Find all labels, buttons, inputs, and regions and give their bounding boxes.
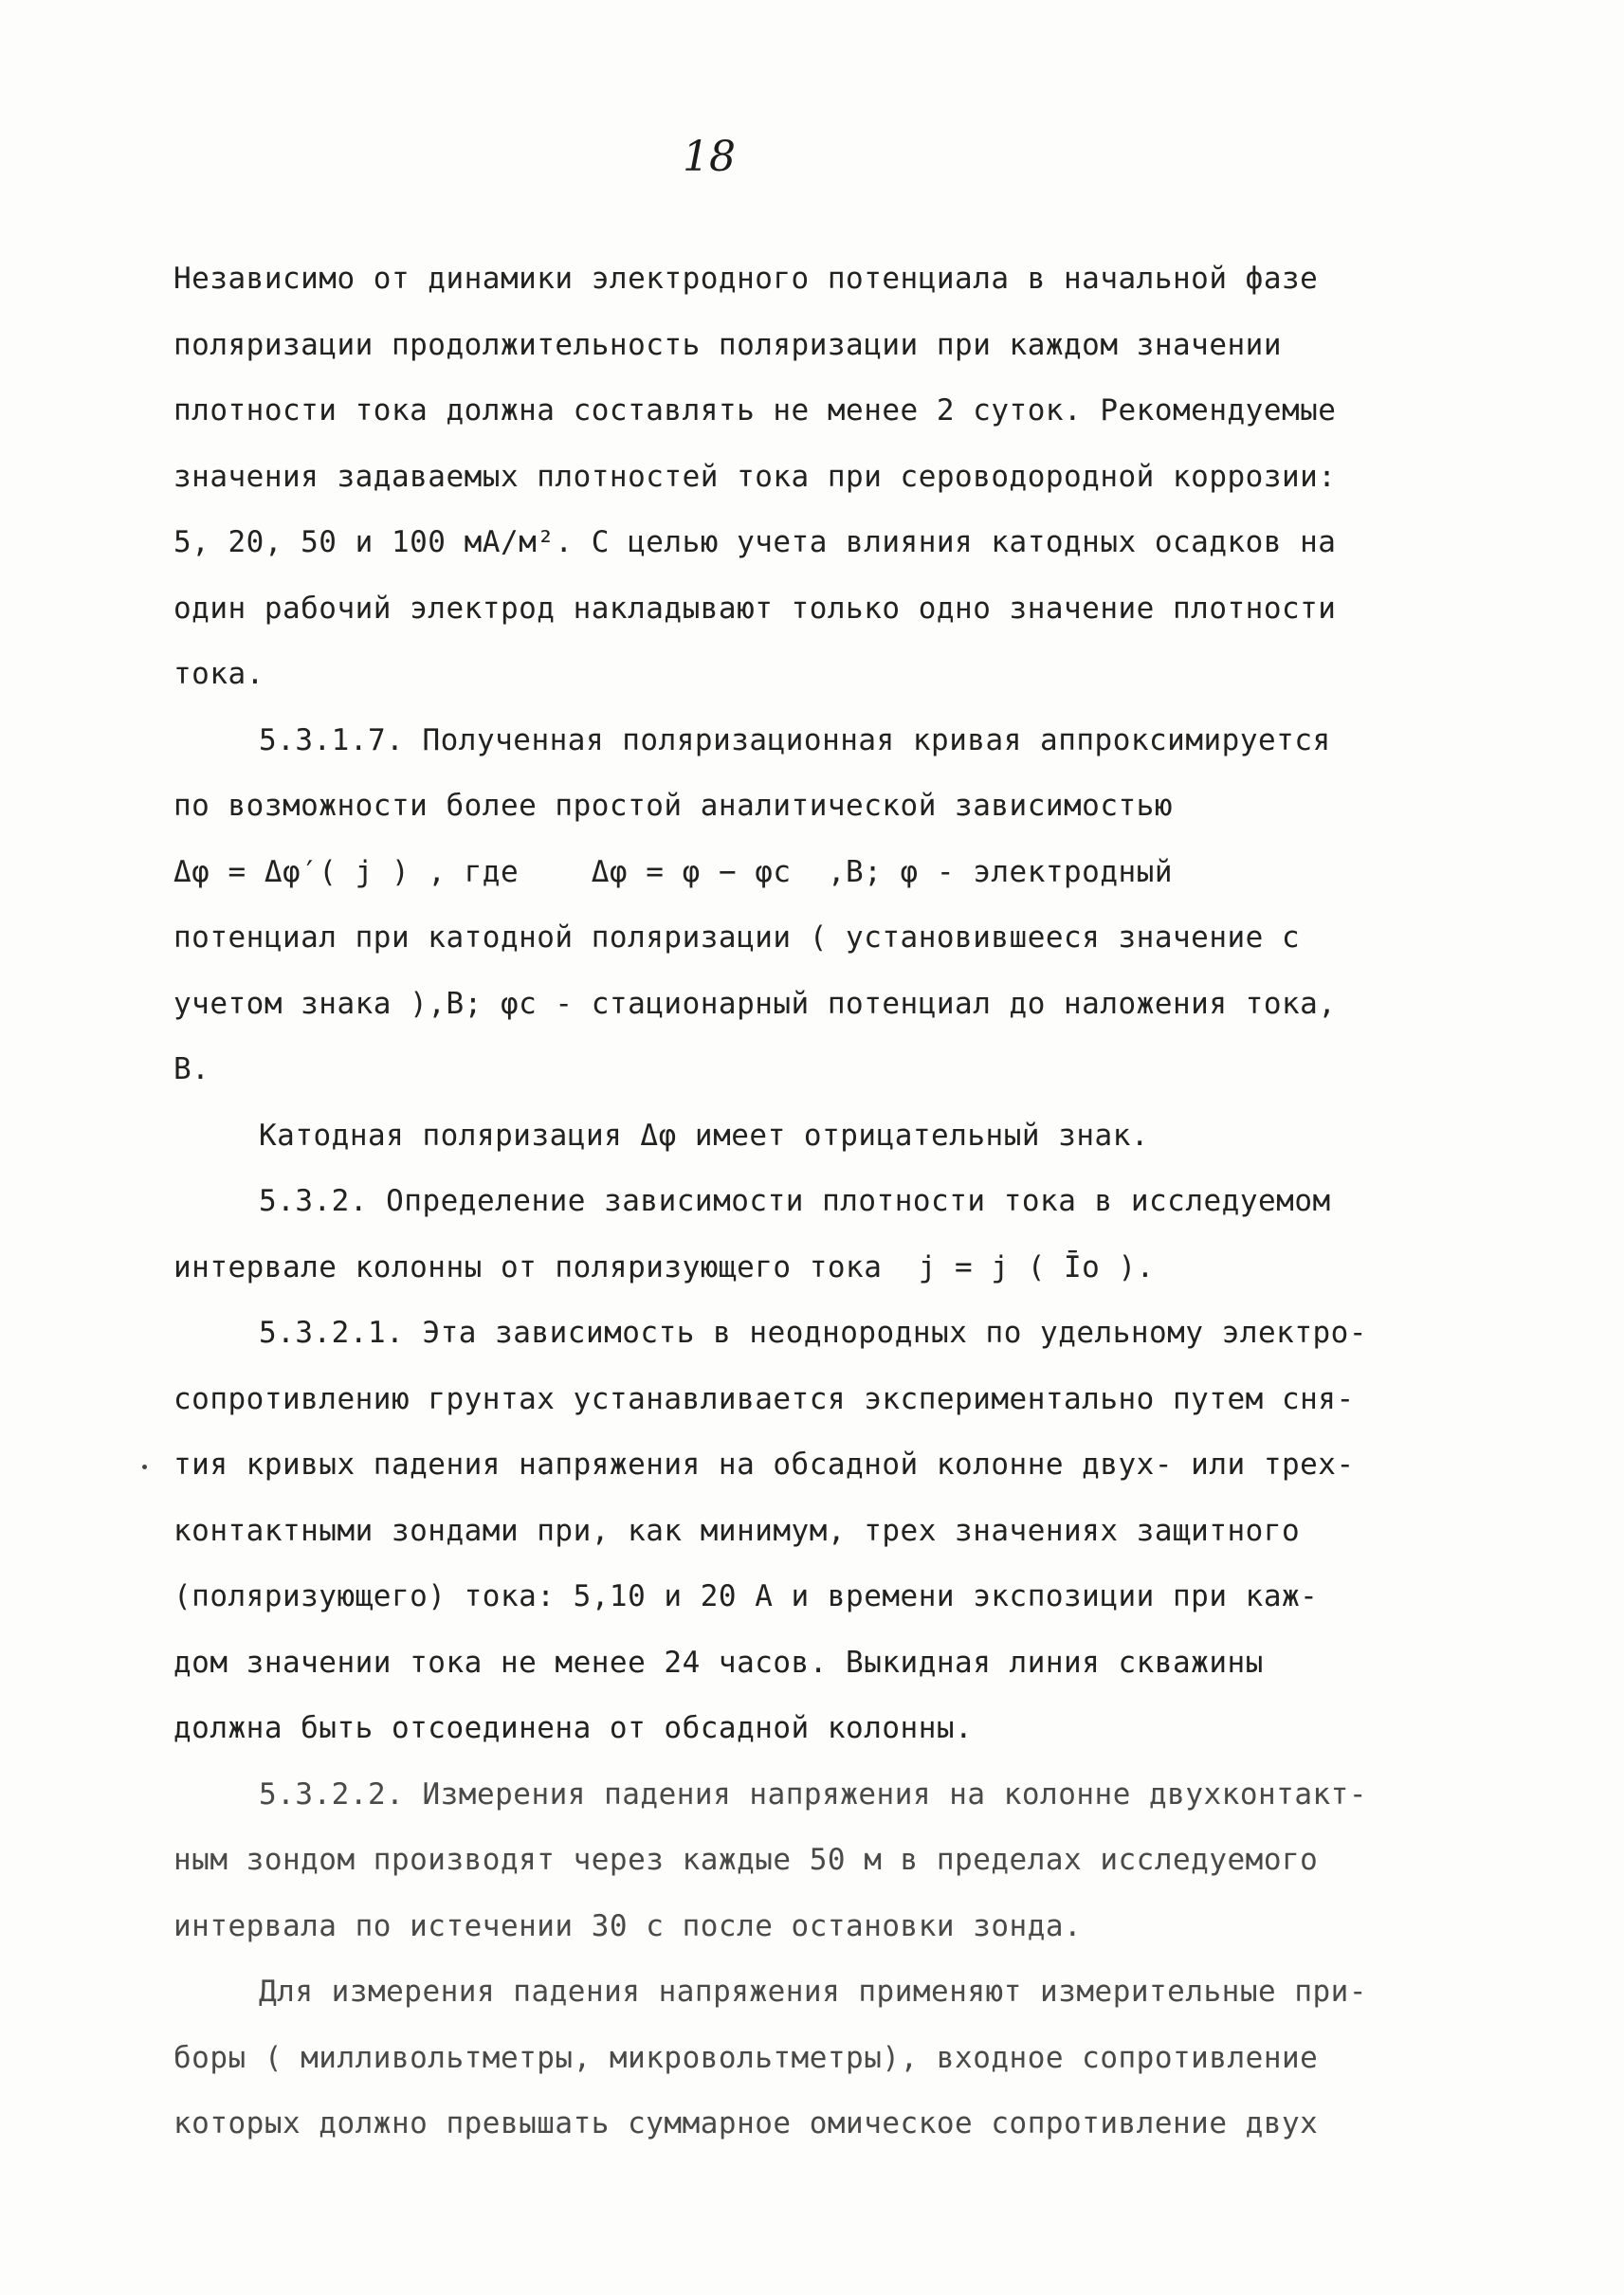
formula-line: Δφ = Δφ′( j ) , где Δφ = φ − φс ,В; φ - электродный bbox=[173, 854, 1173, 889]
text-line: учетом знака ),В; φс - стационарный потенциал до наложения тока, bbox=[173, 986, 1337, 1021]
text-line: сопротивлению грунтах устанавливается экспериментально путем сня- bbox=[173, 1381, 1355, 1416]
paragraph-5-3-2 bbox=[173, 1169, 1449, 1301]
text-line: должна быть отсоединена от обсадной колонны. bbox=[173, 1711, 974, 1745]
text-line: значения задаваемых плотностей тока при сероводородной коррозии: bbox=[173, 459, 1337, 494]
text-line: тия кривых падения напряжения на обсадной колонне двух- или трех- bbox=[173, 1448, 1355, 1482]
text-line: 5.3.2.2. Измерения падения напряжения на колонне двухконтакт- bbox=[259, 1776, 1367, 1812]
paragraph-measuring-instruments bbox=[173, 1959, 1449, 2158]
text-line: В. bbox=[173, 1052, 210, 1086]
text-line: потенциал при катодной поляризации ( установившееся значение с bbox=[173, 920, 1301, 955]
text-line: контактными зондами при, как минимум, трех значениях защитного bbox=[173, 1513, 1301, 1548]
body-text bbox=[173, 246, 1449, 2158]
text-line: Независимо от динамики электродного потенциала в начальной фазе bbox=[173, 262, 1319, 296]
page-number: 18 bbox=[683, 133, 736, 181]
text-line: Для измерения падения напряжения применяют измерительные при- bbox=[259, 1975, 1367, 2009]
text-line: Катодная поляризация Δφ имеет отрицательный знак. bbox=[259, 1118, 1150, 1153]
text-line: 5.3.1.7. Полученная поляризационная кривая аппроксимируется bbox=[259, 722, 1331, 757]
text-line: по возможности более простой аналитической зависимостью bbox=[173, 789, 1173, 823]
text-line: 5.3.2.1. Эта зависимость в неоднородных по удельному электро- bbox=[259, 1316, 1367, 1350]
paragraph-5-3-1-7 bbox=[173, 708, 1449, 1103]
text-line: один рабочий электрод накладывают только одно значение плотности bbox=[173, 591, 1337, 626]
text-line: тока. bbox=[173, 657, 265, 691]
text-line: ным зондом производят через каждые 50 м в пределах исследуемого bbox=[173, 1843, 1319, 1877]
text-line: 5, 20, 50 и 100 мА/м². С целью учета влияния катодных осадков на bbox=[173, 525, 1337, 559]
paragraph-5-3-2-2 bbox=[173, 1762, 1449, 1960]
text-line: (поляризующего) тока: 5,10 и 20 А и времени экспозиции при каж- bbox=[173, 1579, 1319, 1613]
paragraph-cathodic-sign bbox=[173, 1103, 1449, 1170]
section-heading-line: 5.3.2. Определение зависимости плотности тока в исследуемом bbox=[259, 1184, 1331, 1218]
text-line: интервала по истечении 30 с после остановки зонда. bbox=[173, 1908, 1083, 1943]
paragraph-polarization-duration bbox=[173, 246, 1449, 708]
text-line: поляризации продолжительность поляризации при каждом значении bbox=[173, 327, 1282, 362]
scan-speck bbox=[142, 1465, 147, 1469]
text-line: плотности тока должна составлять не менее 2 суток. Рекомендуемые bbox=[173, 393, 1337, 428]
paragraph-5-3-2-1 bbox=[173, 1301, 1449, 1762]
text-line: которых должно превышать суммарное омическое сопротивление двух bbox=[173, 2106, 1319, 2140]
text-line: боры ( милливольтметры, микровольтметры), входное сопротивление bbox=[173, 2040, 1319, 2075]
text-line: дом значении тока не менее 24 часов. Выкидная линия скважины bbox=[173, 1645, 1264, 1680]
text-line: интервале колонны от поляризующего тока j = j ( Īо ). bbox=[173, 1249, 1155, 1284]
